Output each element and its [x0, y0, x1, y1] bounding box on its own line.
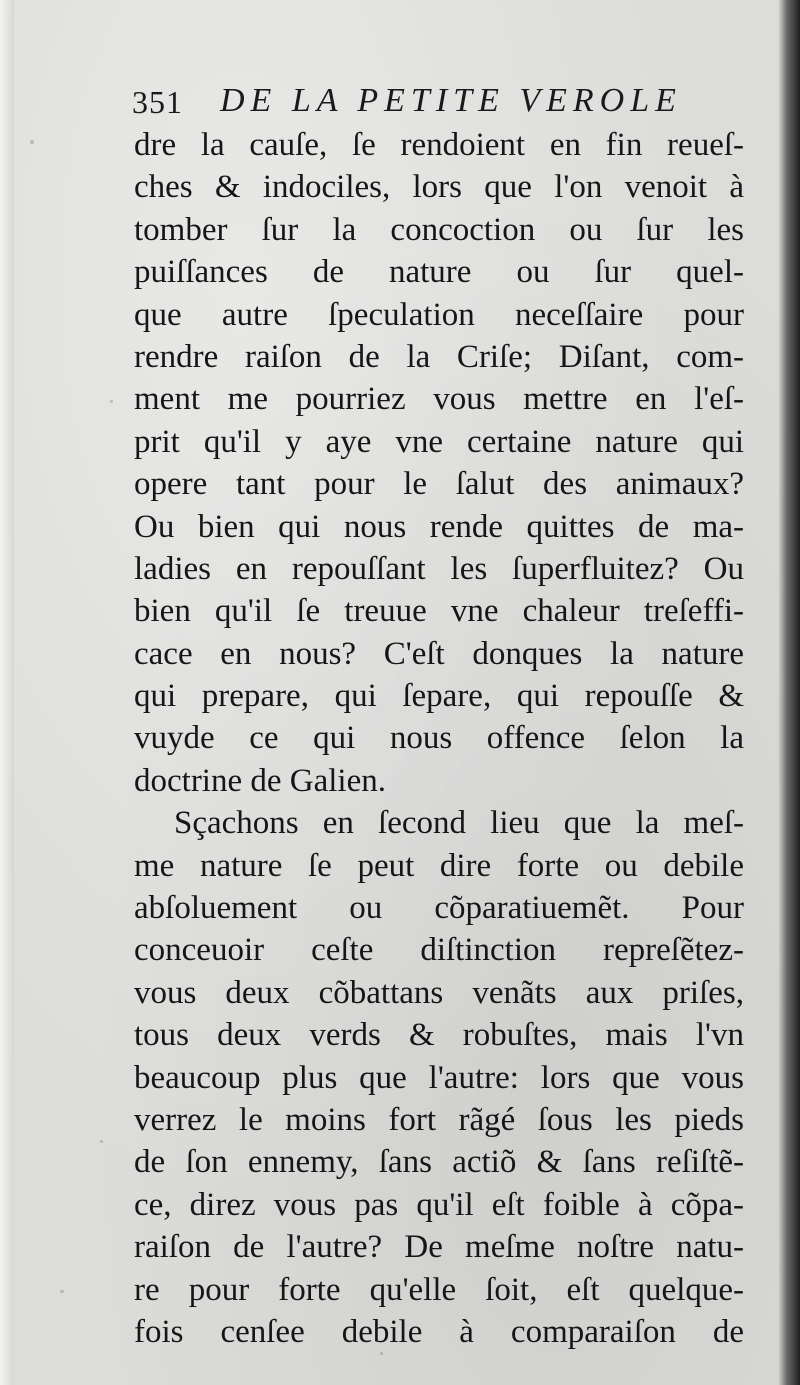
text-line: cace en nous? C'eſt donques la nature [134, 635, 744, 672]
text-line: re pour forte qu'elle ſoit, eſt quelque- [134, 1271, 744, 1308]
text-line: bien qu'il ſe treuue vne chaleur treſeffi- [134, 593, 744, 630]
page-header [132, 82, 752, 126]
text-line: dre la cauſe, ſe rendoient en fin reueſ- [134, 127, 744, 163]
paper-speck [60, 1290, 64, 1293]
text-line: vuyde ce qui nous offence ſelon la [134, 720, 744, 757]
paper-speck [100, 1140, 103, 1143]
text-line: fois cenſee debile à comparaiſon de [134, 1313, 744, 1350]
text-line: vous deux cõbattans venãts aux priſes, [134, 974, 744, 1011]
text-line: Ou bien qui nous rende quittes de ma- [134, 508, 744, 545]
text-line: ment me pourriez vous mettre en l'eſ- [134, 381, 744, 418]
text-line: opere tant pour le ſalut des animaux? [134, 466, 744, 503]
page-number: 351 [132, 84, 183, 120]
text-line: ce, direz vous pas qu'il eſt foible à cõpa- [134, 1186, 744, 1223]
paper-speck [110, 400, 113, 403]
text-line: verrez le moins fort rãgé ſous les pieds [134, 1101, 744, 1138]
text-line: ches & indociles, lors que l'on venoit à [134, 169, 744, 206]
text-line: me nature ſe peut dire forte ou debile [134, 847, 744, 884]
text-line: que autre ſpeculation neceſſaire pour [134, 296, 744, 333]
body-text [134, 124, 744, 1353]
text-line: raiſon de l'autre? De meſme noſtre natu- [134, 1229, 744, 1266]
text-line: prit qu'il y aye vne certaine nature qui [134, 423, 744, 460]
text-line: conceuoir ceſte diſtinction repreſẽtez- [134, 932, 744, 969]
text-line: qui prepare, qui ſepare, qui repouſſe & [134, 678, 744, 715]
text-line: de ſon ennemy, ſans actiõ & ſans reſiſtẽ- [134, 1144, 744, 1181]
text-line: rendre raiſon de la Criſe; Diſant, com- [134, 338, 744, 375]
paper-speck [30, 140, 34, 144]
text-line: beaucoup plus que l'autre: lors que vous [134, 1059, 744, 1096]
text-line: abſoluement ou cõparatiuemẽt. Pour [134, 890, 744, 927]
paragraph-start-line: Sçachons en ſecond lieu que la meſ- [174, 805, 744, 842]
text-line: puiſſances de nature ou ſur quel- [134, 254, 744, 291]
text-line: tous deux verds & robuſtes, mais l'vn [134, 1017, 744, 1054]
running-head: DE LA PETITE VEROLE [220, 82, 682, 119]
paragraph-end-line: doctrine de Galien. [134, 762, 386, 799]
text-line: ladies en repouſſant les ſuperfluitez? Ou [134, 550, 744, 587]
text-line: tomber ſur la concoction ou ſur les [134, 211, 744, 248]
